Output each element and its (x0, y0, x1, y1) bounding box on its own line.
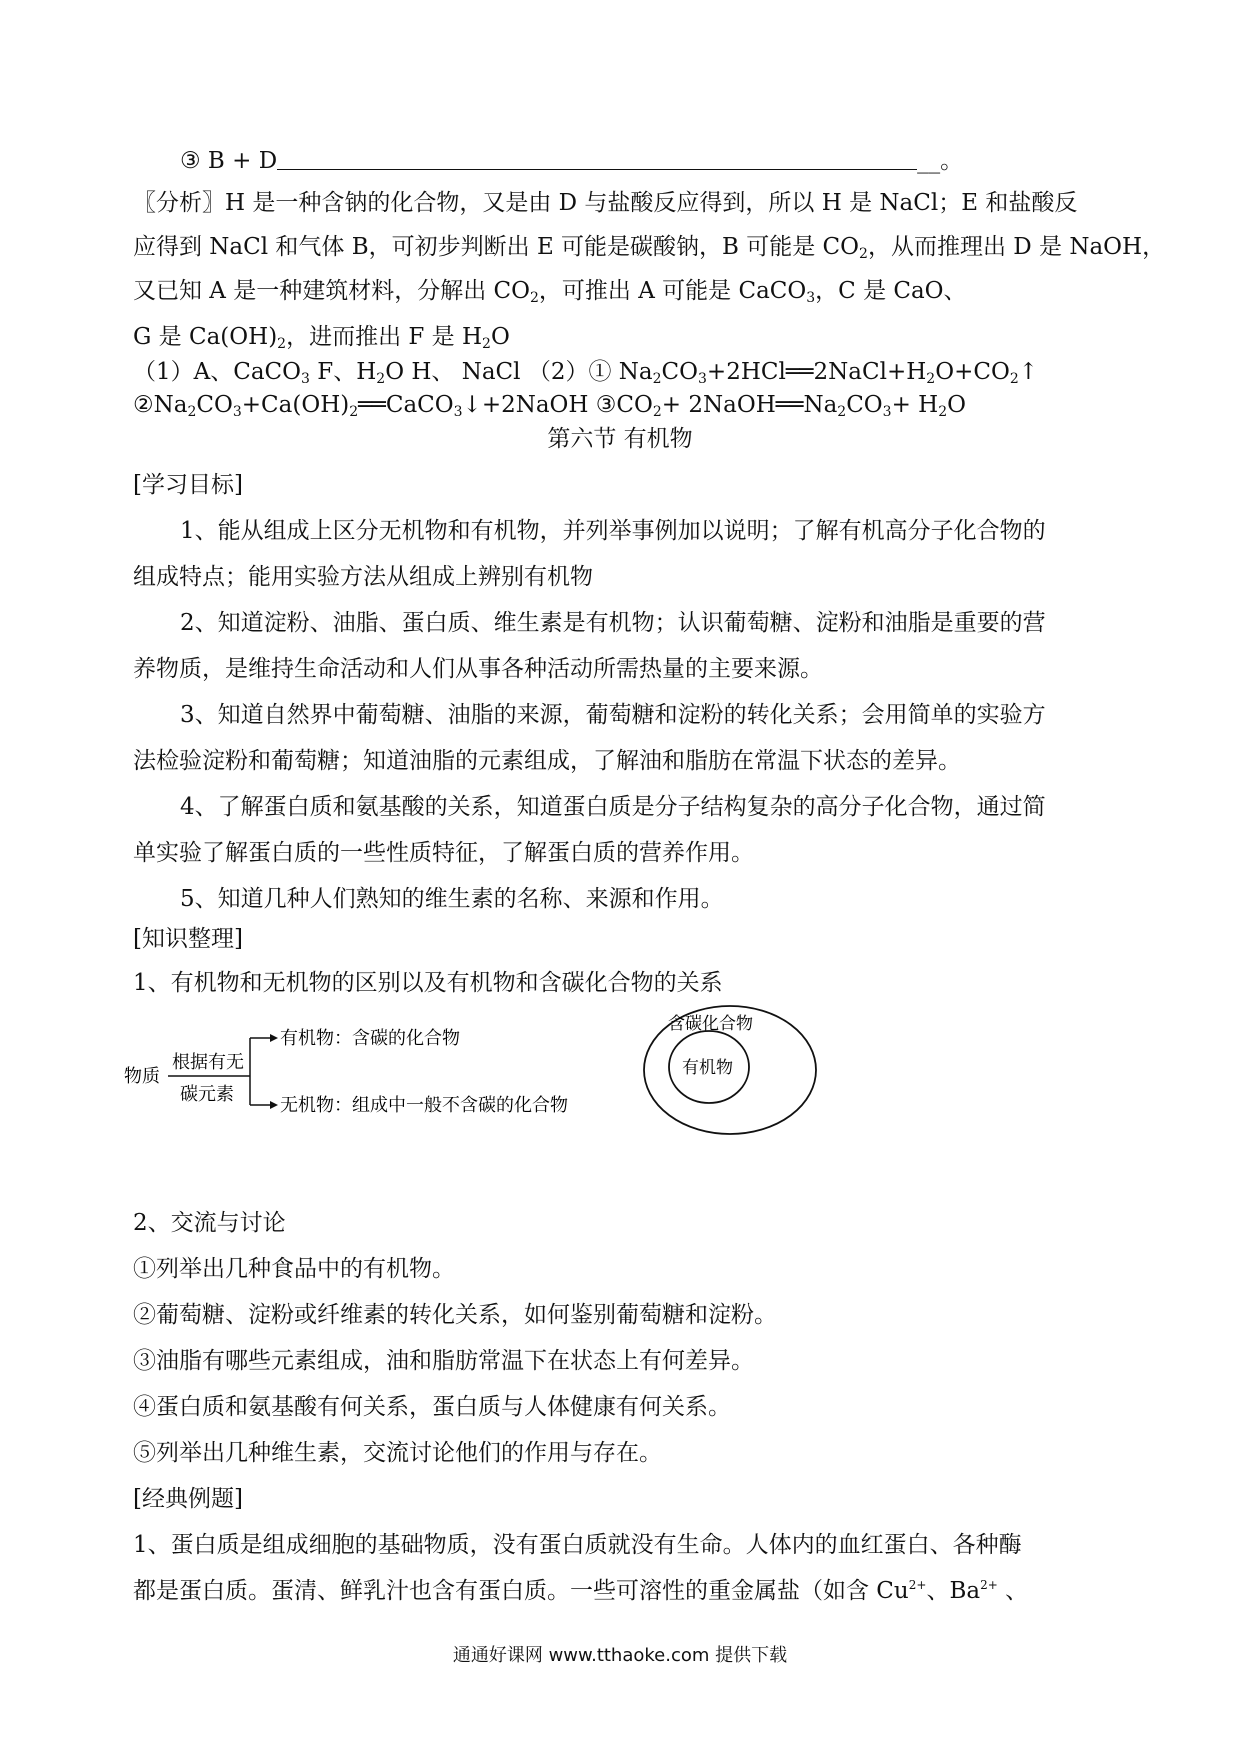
subscript: 3 (698, 371, 707, 387)
inorganic-label: 无机物：组成中一般不含碳的化合物 (280, 1095, 568, 1116)
subscript: 2 (530, 290, 539, 306)
discussion-q3: ③油脂有哪些元素组成，油和脂肪常温下在状态上有何差异。 (133, 1348, 754, 1374)
subscript: 2 (1009, 371, 1019, 387)
discussion-q2: ②葡萄糖、淀粉或纤维素的转化关系，如何鉴别葡萄糖和淀粉。 (133, 1302, 777, 1328)
text: （1）A、CaCO (133, 359, 302, 385)
goal-1-a: 1、能从组成上区分无机物和有机物，并列举事例加以说明；了解有机高分子化合物的 (180, 518, 1046, 544)
goal-4-a: 4、了解蛋白质和氨基酸的关系，知道蛋白质是分子结构复杂的高分子化合物，通过简 (180, 794, 1046, 820)
classification-diagram (120, 1005, 840, 1139)
answer-blank (277, 147, 917, 170)
text: CO (196, 392, 233, 418)
goal-1-b: 组成特点；能用实验方法从组成上辨别有机物 (133, 564, 593, 590)
text: +Ca(OH) (241, 392, 350, 418)
text: O (490, 324, 510, 350)
subscript: 2 (938, 404, 948, 420)
text: CO (846, 392, 883, 418)
example-1-b (133, 1576, 1028, 1606)
discussion-q4: ④蛋白质和氨基酸有何关系，蛋白质与人体健康有何关系。 (133, 1394, 731, 1420)
text: ，从而推理出 D 是 NaOH， (867, 234, 1166, 260)
example-1-a: 1、蛋白质是组成细胞的基础物质，没有蛋白质就没有生命。人体内的血红蛋白、各种酶 (133, 1532, 1022, 1558)
text: ，可推出 A 可能是 CaCO (538, 278, 807, 304)
discussion-q1: ①列举出几种食品中的有机物。 (133, 1256, 455, 1282)
text: O H、 NaCl （2）① Na (385, 359, 653, 385)
text: +2HCl══2NaCl+H (706, 359, 927, 385)
goals-heading: [学习目标] (133, 472, 243, 498)
subscript: 2 (652, 371, 662, 387)
subscript: 2 (926, 371, 936, 387)
arrow-head-top (270, 1034, 278, 1042)
goal-3-a: 3、知道自然界中葡萄糖、油脂的来源，葡萄糖和淀粉的转化关系；会用简单的实验方 (180, 702, 1046, 728)
knowledge-item-2: 2、交流与讨论 (133, 1210, 286, 1236)
text: ══CaCO (358, 392, 454, 418)
page-footer: 通通好课网 www.tthaoke.com 提供下载 (452, 1645, 788, 1666)
equation-label: ③ B + D (180, 148, 278, 174)
blank-end: __。 (917, 148, 964, 174)
text: ，进而推出 F 是 H (286, 324, 483, 350)
text: 又已知 A 是一种建筑材料，分解出 CO (133, 278, 530, 304)
text: G 是 Ca(OH) (133, 324, 278, 350)
subscript: 2 (376, 371, 386, 387)
text: 应得到 NaCl 和气体 B，可初步判断出 E 可能是碳酸钠，B 可能是 CO (133, 234, 860, 260)
subscript: 2 (859, 246, 868, 262)
examples-heading: [经典例题] (133, 1486, 243, 1512)
goal-2-b: 养物质，是维持生命活动和人们从事各种活动所需热量的主要来源。 (133, 656, 823, 682)
text: F、H (309, 359, 377, 385)
superscript: 2+ (908, 1578, 927, 1592)
inner-circle-label: 有机物 (682, 1058, 733, 1078)
knowledge-item-1: 1、有机物和无机物的区别以及有机物和含碳化合物的关系 (133, 970, 723, 996)
text: + H (891, 392, 939, 418)
answer-line-a (133, 357, 1038, 387)
analysis-line-1: 〖分析〗H 是一种含钠的化合物，又是由 D 与盐酸反应得到，所以 H 是 NaCl；E 和盐酸反 (133, 190, 1078, 216)
text: ，C 是 CaO、 (815, 278, 967, 304)
knowledge-heading: [知识整理] (133, 926, 243, 952)
subscript: 2 (652, 404, 662, 420)
discussion-q5: ⑤列举出几种维生素，交流讨论他们的作用与存在。 (133, 1440, 662, 1466)
subscript: 2 (837, 404, 847, 420)
analysis-line-4 (133, 322, 510, 352)
text: 都是蛋白质。蛋清、鲜乳汁也含有蛋白质。一些可溶性的重金属盐（如含 Cu (133, 1578, 909, 1604)
subscript: 3 (806, 290, 816, 306)
text: O+CO (935, 359, 1010, 385)
subscript: 2 (187, 404, 197, 420)
goal-3-b: 法检验淀粉和葡萄糖；知道油脂的元素组成，了解油和脂肪在常温下状态的差异。 (133, 748, 961, 774)
arrow-head-bottom (270, 1101, 278, 1109)
goal-5: 5、知道几种人们熟知的维生素的名称、来源和作用。 (180, 886, 724, 912)
matter-label: 物质 (124, 1066, 160, 1087)
answer-line-b (133, 390, 966, 420)
text: 、 (997, 1578, 1029, 1604)
criterion-top: 根据有无 (172, 1052, 244, 1073)
text: 、Ba (926, 1578, 981, 1604)
text: ↓+2NaOH ③CO (462, 392, 653, 418)
subscript: 2 (277, 336, 287, 352)
text: + 2NaOH══Na (661, 392, 838, 418)
analysis-line-3 (133, 276, 967, 306)
subscript: 3 (882, 404, 892, 420)
subscript: 2 (482, 336, 491, 352)
criterion-bottom: 碳元素 (180, 1084, 234, 1105)
diagram-svg (120, 1005, 840, 1135)
subscript: 3 (301, 371, 310, 387)
text: ②Na (133, 392, 188, 418)
organic-label: 有机物：含碳的化合物 (280, 1028, 460, 1049)
subscript: 2 (349, 404, 359, 420)
subscript: 3 (232, 404, 242, 420)
goal-2-a: 2、知道淀粉、油脂、蛋白质、维生素是有机物；认识葡萄糖、淀粉和油脂是重要的营 (180, 610, 1046, 636)
subscript: 3 (453, 404, 463, 420)
text: ↑ (1018, 359, 1039, 385)
answer-line-3 (180, 146, 963, 176)
text: O (947, 392, 967, 418)
outer-circle-label: 含碳化合物 (668, 1014, 753, 1034)
section-title: 第六节 有机物 (547, 426, 693, 452)
superscript: 2+ (980, 1578, 998, 1592)
analysis-line-2 (133, 232, 1165, 262)
text: CO (661, 359, 698, 385)
goal-4-b: 单实验了解蛋白质的一些性质特征，了解蛋白质的营养作用。 (133, 840, 754, 866)
